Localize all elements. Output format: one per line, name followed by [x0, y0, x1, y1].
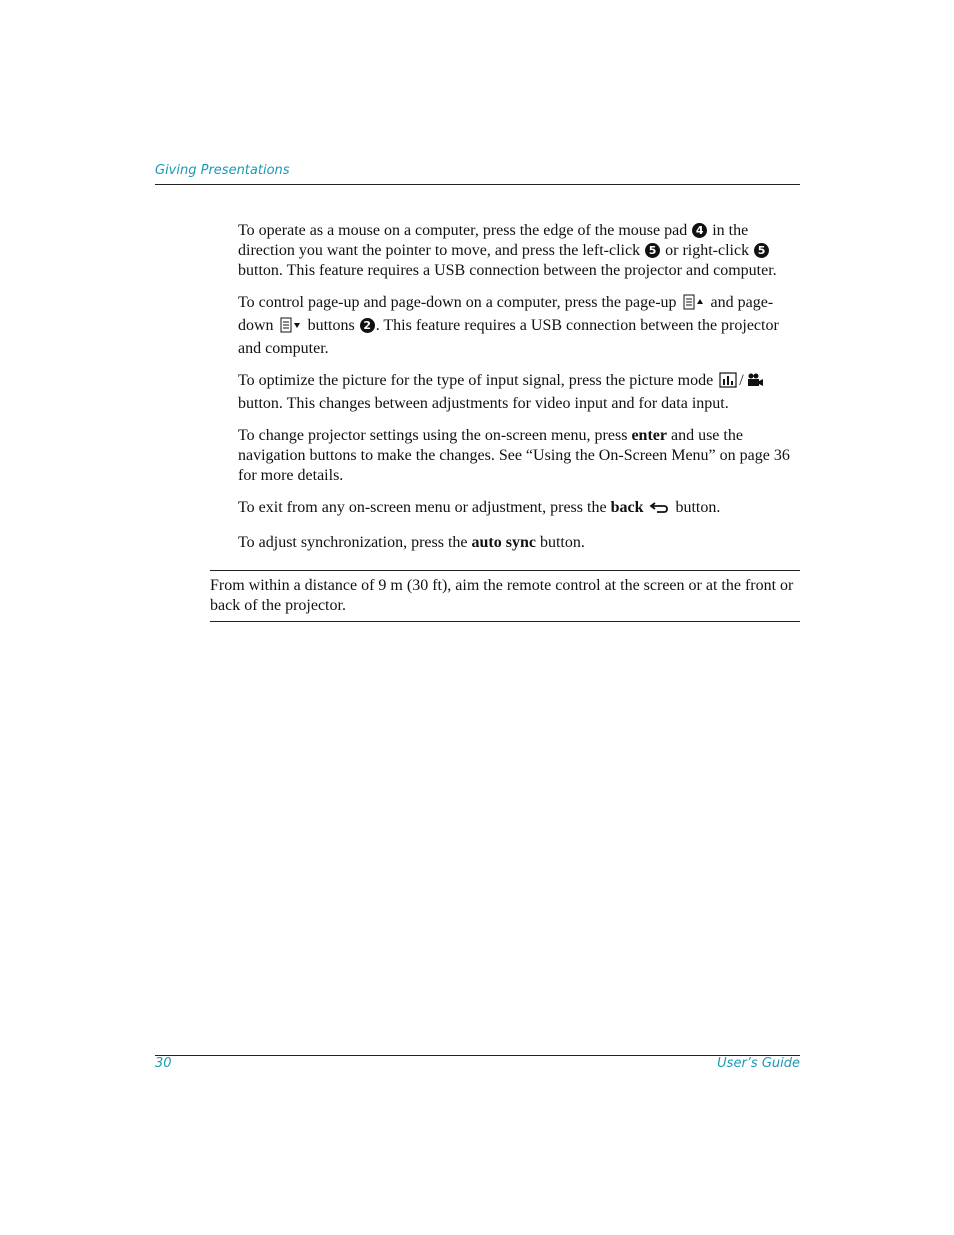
page-up-icon	[683, 294, 705, 316]
back-button-label: back	[610, 499, 644, 516]
callout-2: 2	[360, 318, 375, 333]
note-top-rule	[210, 570, 800, 571]
header-rule	[155, 184, 800, 185]
footer-rule	[155, 1055, 800, 1056]
running-header: Giving Presentations	[155, 163, 290, 178]
paragraph-back: To exit from any on-screen menu or adjustment, press the back button.	[238, 498, 798, 521]
footer-guide-title: User’s Guide	[717, 1056, 800, 1071]
callout-5-second: 5	[754, 243, 769, 258]
video-camera-icon	[746, 372, 764, 394]
back-arrow-icon	[649, 501, 669, 521]
paragraph-picture-mode: To optimize the picture for the type of input signal, press the picture mode / button. This changes between adjustments for video input and for data input.	[238, 371, 798, 414]
paragraph-page-up-down: To control page-up and page-down on a computer, press the page-up and page-down buttons 2 . This feature requires a USB connection between the projector and computer.	[238, 294, 779, 357]
note-bottom-rule	[210, 621, 800, 622]
paragraph-auto-sync: To adjust synchronization, press the auto sync button.	[238, 534, 585, 551]
paragraph-on-screen-menu: To change projector settings using the on-screen menu, press enter and use the navigation buttons to make the changes. See “Using the On-Screen Menu” on page 36 for more details.	[238, 427, 790, 484]
page-down-icon	[280, 317, 302, 339]
auto-sync-button-label: auto sync	[471, 534, 536, 551]
callout-5: 5	[645, 243, 660, 258]
remote-range-note: From within a distance of 9 m (30 ft), aim the remote control at the screen or at the front or back of the projector.	[210, 577, 794, 614]
picture-mode-icon	[719, 372, 737, 394]
callout-4: 4	[692, 223, 707, 238]
page-number: 30	[155, 1056, 172, 1071]
body-content	[238, 221, 798, 565]
paragraph-mouse: To operate as a mouse on a computer, press the edge of the mouse pad 4 in the direction you want the pointer to move, and press the left-click 5 or right-click 5 button. This feature requires a USB connection between the projector and computer.	[238, 222, 777, 279]
enter-button-label: enter	[631, 427, 667, 444]
